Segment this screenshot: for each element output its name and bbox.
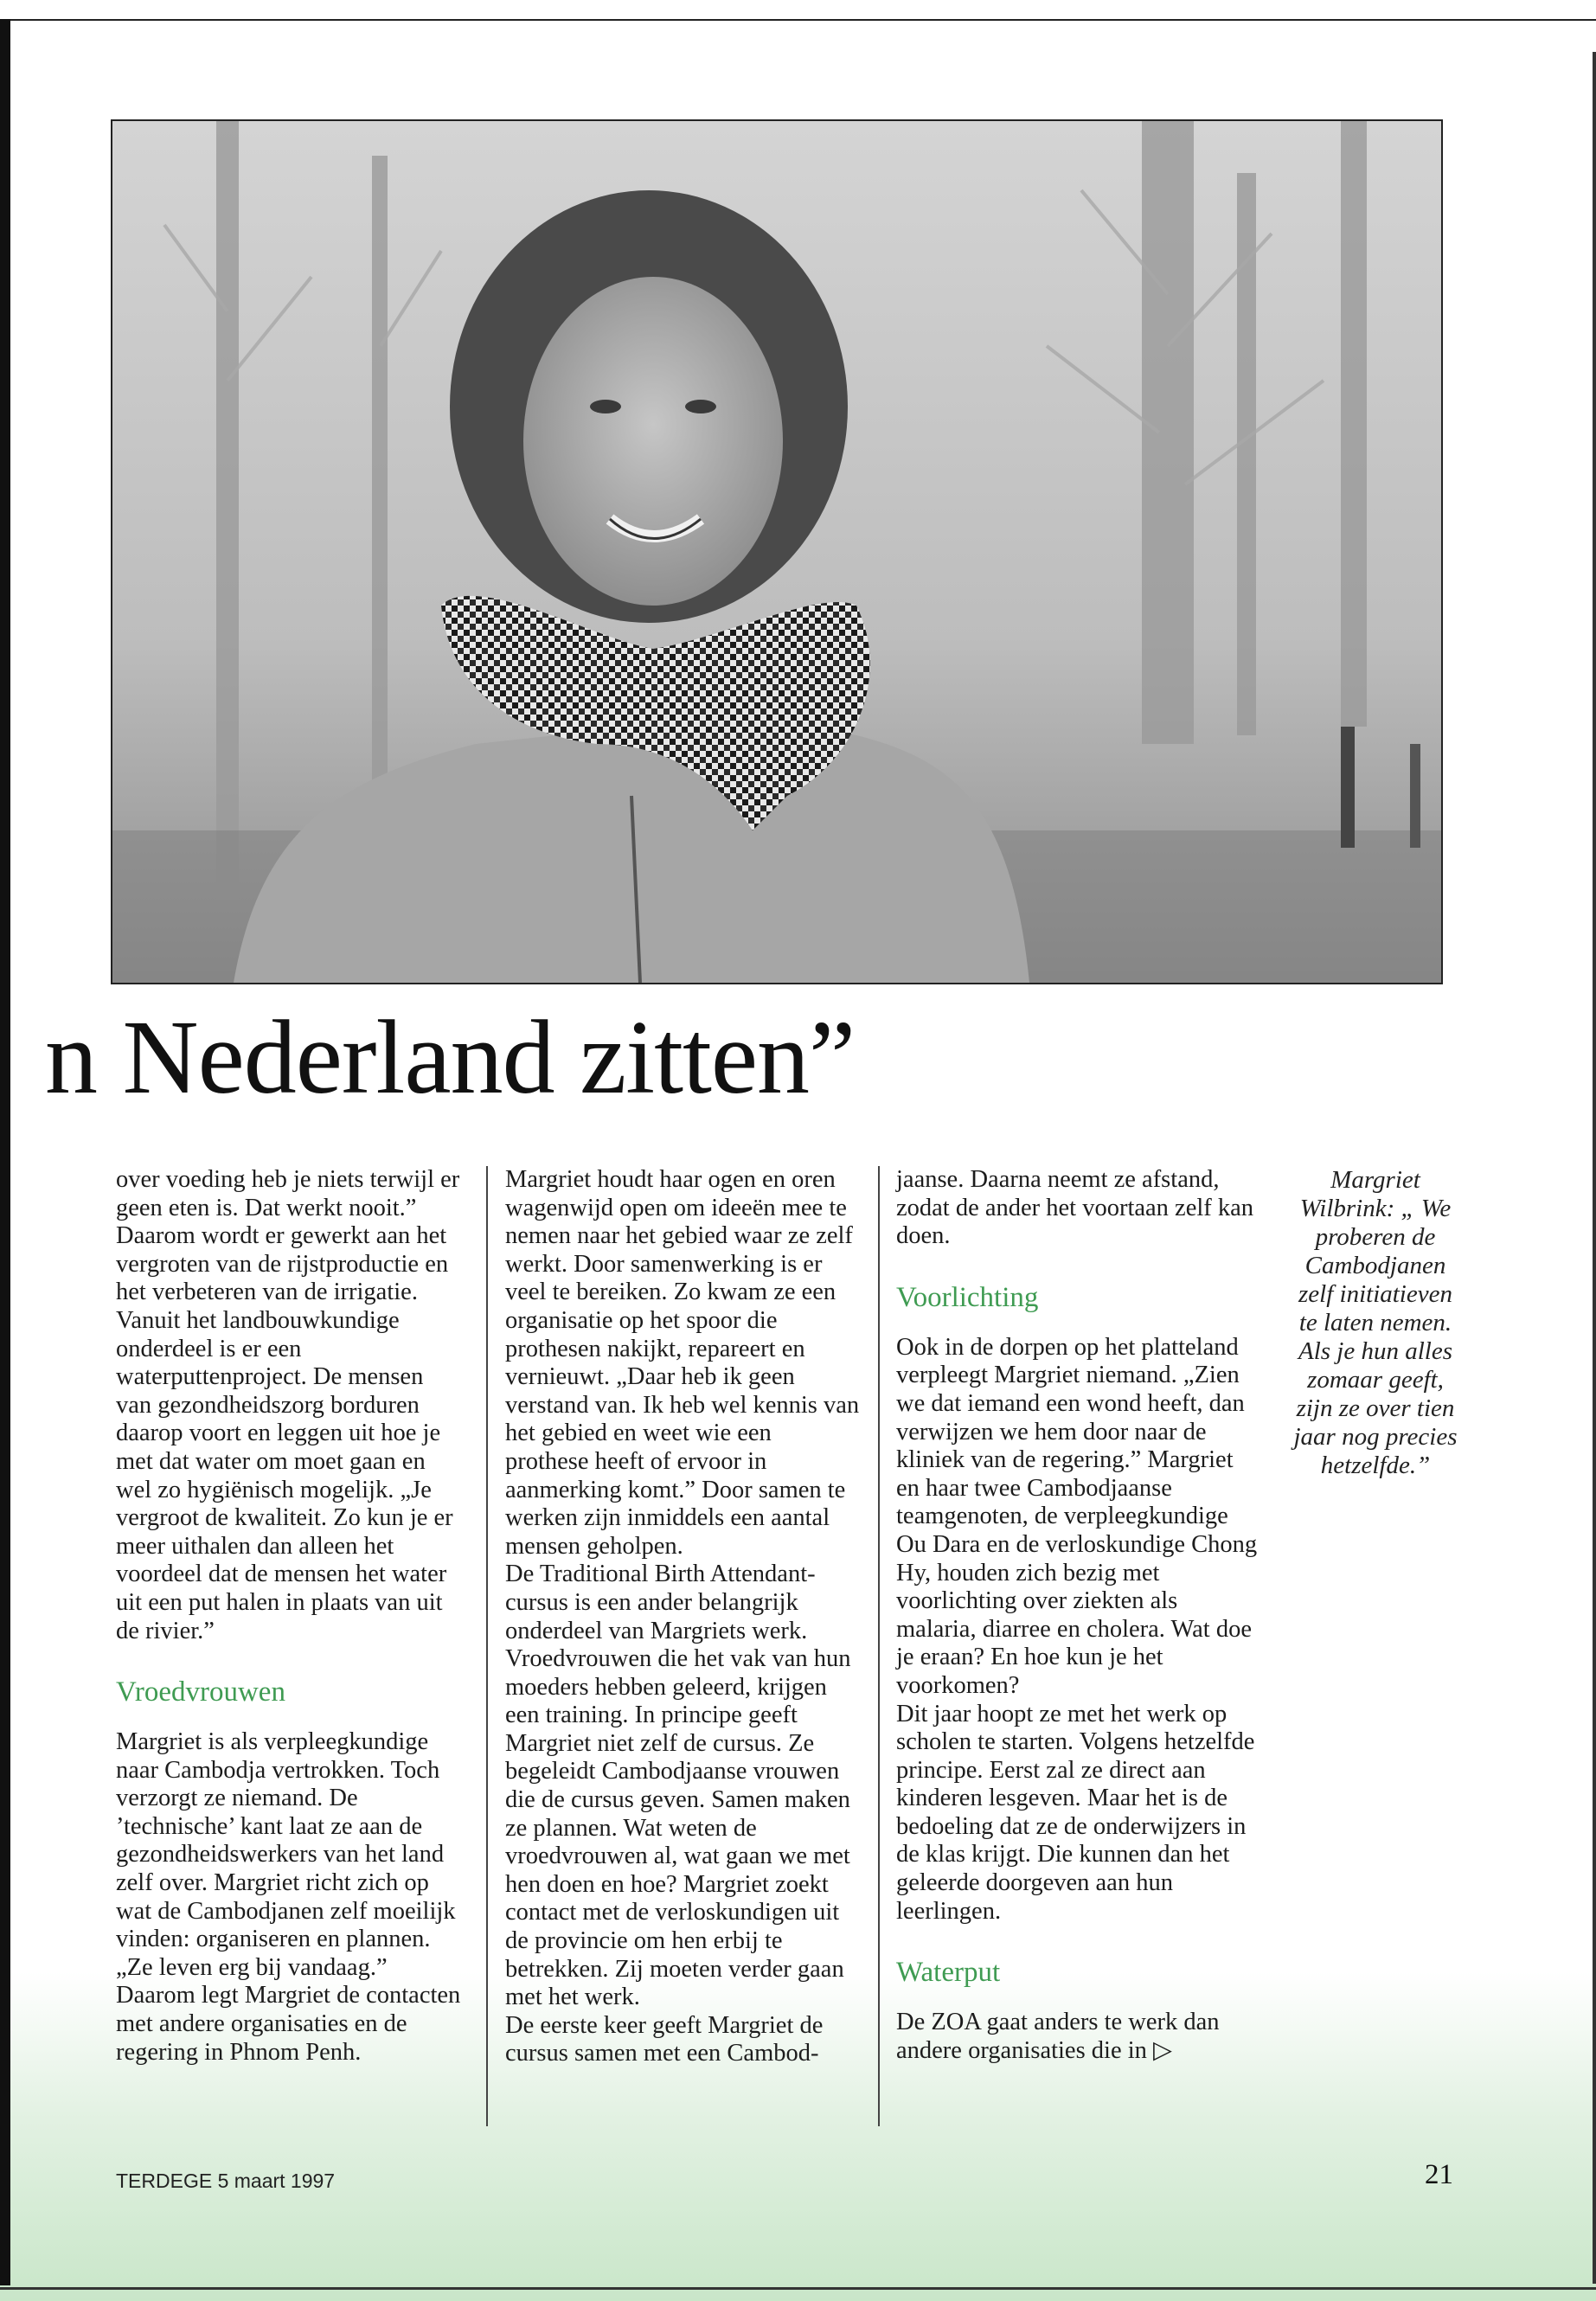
paragraph: Margriet houdt haar ogen en oren wagenwijd open om ideeën mee te nemen naar het gebied waar ze zelf werkt. Door samenwerking is er veel te bereiken. Zo kwam ze een organisatie op het spoor die prothesen nakijkt, repareert en vernieuwt. „Daar heb ik geen verstand van. Ik heb wel kennis van het gebied en weet wie een prothese heeft of ervoor in aanmerking komt.” Door samen te werken zijn inmiddels een aantal mensen geholpen. <box>505 1166 860 1560</box>
portrait-photo <box>111 119 1443 984</box>
subheading-vroedvrouwen: Vroedvrouwen <box>116 1676 285 1708</box>
paragraph: Margriet is als verpleegkundige naar Cambodja vertrokken. Toch verzorgt ze niemand. De ’technische’ kant laat ze aan de gezondheidswerkers van het land zelf over. Margriet richt zich op wat de Cambodjanen zelf moeilijk vinden: organiseren en plannen. „Ze leven erg bij vandaag.” Daarom legt Margriet de contacten met andere organisaties en de regering in Phnom Penh. <box>116 1728 461 2066</box>
paragraph: over voeding heb je niets terwijl er geen eten is. Dat werkt nooit.” Daarom wordt er gewerkt aan het vergroten van de rijstproductie en het verbeteren van de irrigatie. <box>116 1166 460 1306</box>
right-edge-rule <box>1593 52 1596 2284</box>
page-number: 21 <box>1425 2159 1453 2190</box>
left-edge-rule <box>0 19 10 2285</box>
headline: n Nederland zitten” <box>45 999 856 1116</box>
column-separator-2 <box>878 1166 880 2126</box>
article-column-2 <box>505 1166 860 2068</box>
subheading-waterput: Waterput <box>896 1957 1001 1989</box>
paragraph: Vanuit het landbouwkundige onderdeel is er een waterputtenproject. De mensen van gezondheidszorg borduren daarop voort en leggen uit hoe je met dat water om moet gaan en wel zo hygiënisch mogelijk. „Je vergroot de kwaliteit. Zo kun je er meer uithalen dan alleen het voordeel dat de mensen het water uit een put halen in plaats van uit de rivier.” <box>116 1306 453 1644</box>
bottom-rule <box>0 2287 1596 2290</box>
column-separator-1 <box>486 1166 488 2126</box>
paragraph: De ZOA gaat anders te werk dan andere organisaties die in ▷ <box>896 2009 1220 2064</box>
footer-publication: TERDEGE 5 maart 1997 <box>116 2170 336 2192</box>
paragraph: De Traditional Birth Attendant-cursus is een ander belangrijk onderdeel van Margriets werk. Vroedvrouwen die het vak van hun moeders hebben geleerd, krijgen een training. In principe geeft Margriet niet zelf de cursus. Ze begeleidt Cambodjaanse vrouwen die de cursus geven. Samen maken ze plannen. Wat weten de vroedvrouwen al, wat gaan we met hen doen en hoe? Margriet zoekt contact met de verloskundigen uit de provincie om hen erbij te betrekken. Zij moeten verder gaan met het werk. <box>505 1561 851 2011</box>
top-rule <box>0 19 1596 21</box>
subheading-voorlichting: Voorlichting <box>896 1281 1039 1313</box>
portrait-photo-icon <box>112 121 1441 983</box>
paragraph: De eerste keer geeft Margriet de cursus samen met een Cambod- <box>505 2011 824 2067</box>
paragraph: jaanse. Daarna neemt ze afstand, zodat de ander het voortaan zelf kan doen. <box>896 1166 1254 1250</box>
article-column-1 <box>116 1166 462 2067</box>
pull-quote: Margriet Wilbrink: „ We proberen de Cambodjanen zelf initiatieven te laten nemen. Als je hun alles zomaar geeft, zijn ze over tien jaar nog precies hetzelfde.” <box>1293 1166 1458 1479</box>
article-column-3 <box>896 1166 1259 2065</box>
paragraph: Dit jaar hoopt ze met het werk op scholen te starten. Volgens hetzelfde principe. Eerst zal ze direct aan kinderen lesgeven. Maar het is de bedoeling dat ze de onderwijzers in de klas krijgt. Die kunnen dan het geleerde doorgeven aan hun leerlingen. <box>896 1700 1255 1925</box>
paragraph: Ook in de dorpen op het platteland verpleegt Margriet niemand. „Zien we dat iemand een wond heeft, dan verwijzen we hem door naar de kliniek van de regering.” Margriet en haar twee Cambodjaanse teamgenoten, de verpleegkundige Ou Dara en de verloskundige Chong Hy, houden zich bezig met voorlichting over ziekten als malaria, diarree en cholera. Wat doe je eraan? En hoe kun je het voorkomen? <box>896 1333 1258 1699</box>
